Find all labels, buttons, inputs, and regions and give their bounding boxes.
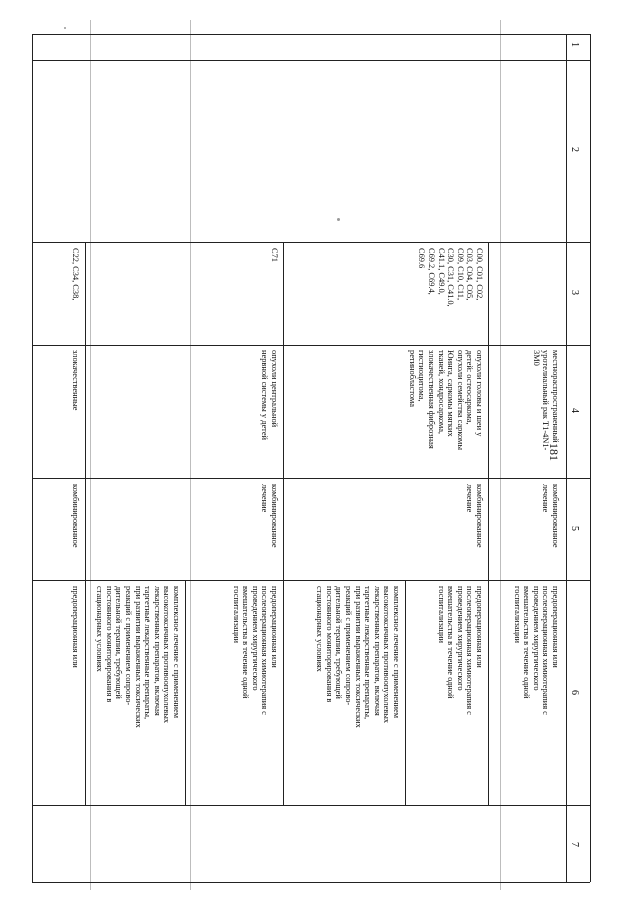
row2-method-complex: комплексное лечение с применением высокотоксичных противоопухолевых лекарственных препаратов, включая таргетные лекарственные препараты, при развитии выраженных токсических реакций с применением сопрово- дительной терапии, требующей постоянного мониторирования в стационарных условиях [315, 586, 401, 728]
column-number-2: 2 [569, 147, 580, 152]
table-right-border [590, 34, 591, 882]
column-border [32, 478, 590, 479]
column-number-5: 5 [569, 526, 580, 531]
column-number-4: 4 [569, 408, 580, 413]
row3-method-preoperative: предоперационная или послеоперационная химиотерапия с проведением хирургического вмешательства в течение одной госпитализации [231, 586, 279, 715]
table-left-border [32, 34, 33, 882]
header-row-border [566, 34, 567, 882]
row-border [85, 243, 86, 805]
column-number-7: 7 [569, 842, 580, 847]
row4-diagnosis: злокачественные [71, 350, 80, 411]
row3-treatment-type: комбинированное лечение [260, 484, 279, 548]
row4-treatment-type: комбинированное [71, 484, 80, 548]
row2-method-preoperative: предоперационная или послеоперационная химиотерапия с проведением хирургического вмешательства в течение одной госпитализации [436, 586, 484, 715]
row3-method-complex: комплексное лечение с применением высокотоксичных противоопухолевых лекарственных препаратов, включая таргетные лекарственные препараты, при развитии выраженных токсических реакций с применением сопрово- дительной терапии, требующей постоянного мониторирования в стационарных условиях [95, 586, 181, 728]
row1-treatment-type: комбинированное лечение [541, 484, 560, 548]
row3-diagnosis: опухоли центральной нервной системы у детей [260, 350, 279, 441]
row-border [405, 581, 406, 805]
row2-diagnosis: опухоли головы и шеи у детей: остеосаркома, опухоли семейства саркомы Юинга, саркомы мягких тканей, хондросаркома, злокачественная фиброзная гистиоцитома, ретинобластома [407, 350, 484, 450]
row-border [488, 243, 489, 805]
column-border [32, 242, 590, 243]
row1-method: предоперационная или послеоперационная химиотерапия с проведением хирургического вмешательства в течение одной госпитализации [512, 586, 560, 715]
faint-rule [190, 20, 191, 890]
scan-speck [337, 218, 340, 221]
row4-icd-codes: C22, C34, C38, [71, 248, 80, 301]
table-bottom-border [32, 882, 590, 883]
scan-speck [64, 27, 66, 29]
table-top-border [32, 34, 590, 35]
column-number-6: 6 [569, 690, 580, 695]
page-number: 181 [547, 443, 561, 461]
column-border [32, 345, 590, 346]
row3-icd-codes: C71 [270, 248, 279, 262]
row2-icd-codes: C00, C01, C02, C03, C04, C05, C09, C10, C11, C30, C31, C41.0, C41.1, C49.0, C69.2, C69.4, C69.6 [417, 248, 484, 307]
column-border [32, 580, 590, 581]
row-border [185, 581, 186, 805]
row4-method: предоперационная или [71, 586, 80, 668]
column-border [32, 805, 590, 806]
row2-treatment-type: комбинированное лечение [465, 484, 484, 548]
faint-rule [500, 20, 501, 890]
row-border [283, 243, 284, 805]
column-border [32, 60, 590, 61]
column-number-1: 1 [569, 42, 580, 47]
column-number-3: 3 [569, 290, 580, 295]
faint-rule [90, 20, 91, 890]
row1-diagnosis: местнораспространенный уротелиальный рак T1-4N1- 3M0 [531, 350, 560, 451]
